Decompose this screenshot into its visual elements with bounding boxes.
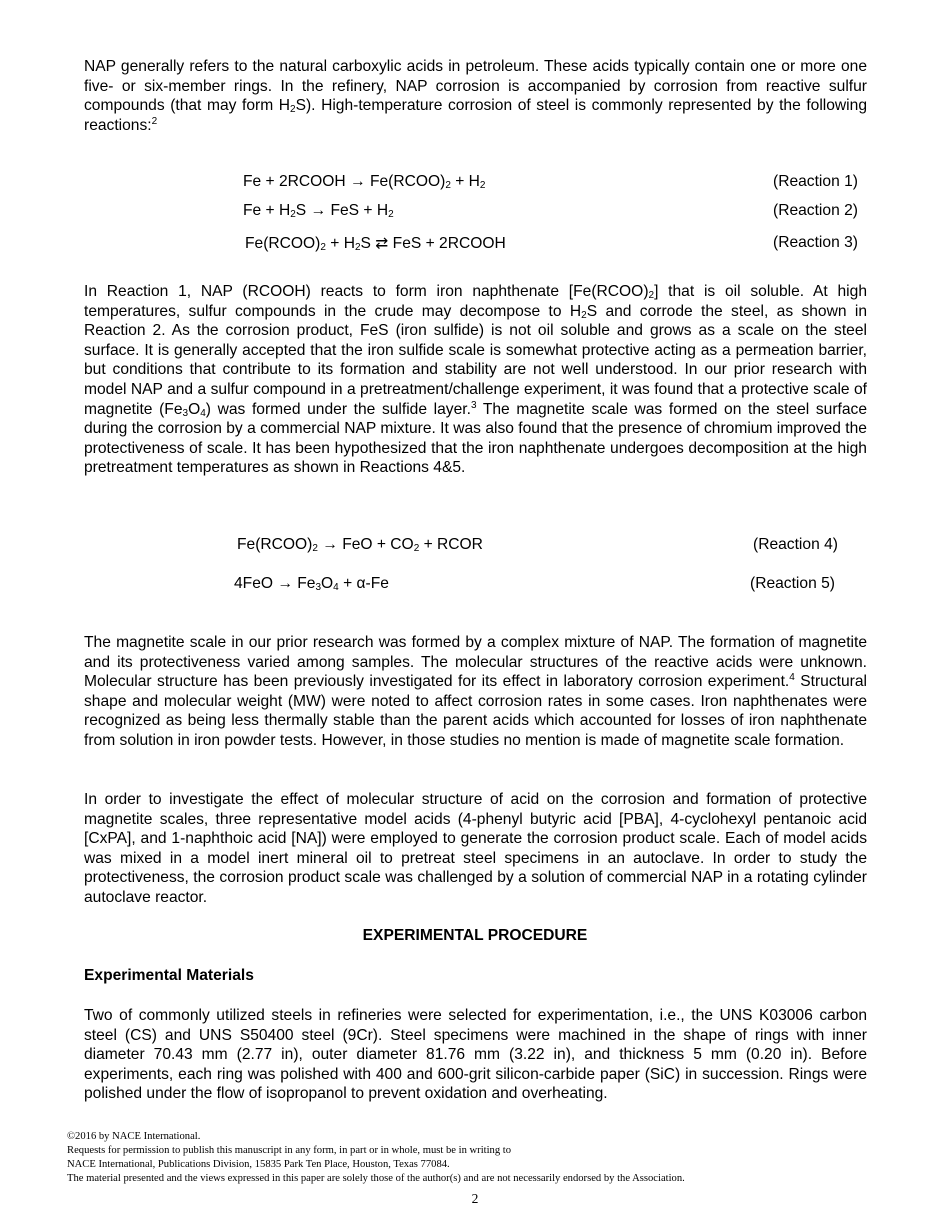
footer-copyright: ©2016 by NACE International. — [67, 1131, 201, 1142]
subsection-heading: Experimental Materials — [84, 967, 254, 984]
reaction-2-equation: $Fe + H_2S$ → FeS + $H_2$ — [243, 202, 394, 220]
reaction-5-label: (Reaction 5) — [750, 575, 835, 592]
section-heading: EXPERIMENTAL PROCEDURE — [362, 927, 588, 944]
reaction-2-label: (Reaction 2) — [773, 202, 858, 219]
paragraph-reaction-discussion: In Reaction 1, NAP (RCOOH) reacts to form iron naphthenate $[Fe(RCOO)_2]$ that is oil soluble. At high temperatures, sulfur compounds in the crude may decompose to $H_2S$ and corrode the steel, as shown in Reaction 2. As the corrosion product, FeS (iron sulfide) is not oil soluble and grows as a scale on the steel surface. It is generally accepted that the iron sulfide scale is somewhat protective acting as a permeation barrier, but conditions that contribute to its formation and stability are not well understood. In our prior research with model NAP and a sulfur compound in a pretreatment/challenge experiment, it was found that a protective scale of magnetite $(Fe_3O_4)$ was formed under the sulfide layer.$^3$ The magnetite scale was formed on the steel surface during the corrosion by a commercial NAP mixture. It was also found that the presence of chromium improved the protectiveness of scale. It has been hypothesized that the iron naphthenate undergoes decomposition at the high pretreatment temperatures as shown in Reactions 4&5. — [84, 283, 868, 477]
page-number: 2 — [471, 1191, 479, 1206]
reaction-3-label: (Reaction 3) — [773, 234, 858, 251]
footer-disclaimer: The material presented and the views expressed in this paper are solely those of the author(s) and are not necessarily endorsed by the Association. — [67, 1173, 685, 1184]
footer-permission: Requests for permission to publish this manuscript in any form, in part or in whole, must be in writing to — [67, 1145, 512, 1156]
reaction-4-label: (Reaction 4) — [753, 536, 838, 553]
reaction-4-equation: $Fe(RCOO)_2$ → FeO + $CO_2$ + RCOR — [237, 536, 483, 554]
reaction-5-equation: $4FeO \to Fe_3O_4 + \alpha-Fe$ — [234, 575, 389, 593]
paragraph-objective: In order to investigate the effect of molecular structure of acid on the corrosion and formation of protective magnetite scales, three representative model acids (4-phenyl butyric acid [PBA], 4-cyclohexyl pentanoic acid [CxPA], and 1-naphthoic acid [NA]) were employed to generate the corrosion product scale. Each of model acids was mixed in a model inert mineral oil to pretreat steel specimens in an autoclave. In order to study the protectiveness, the corrosion product scale was challenged by a solution of commercial NAP in a rotating cylinder autoclave reactor. — [84, 791, 867, 906]
reaction-1-equation: Fe + 2RCOOH → $Fe(RCOO)_2 + H_2$ — [243, 173, 486, 191]
reaction-3-equation: $Fe(RCOO)_2 + H_2S$ ⇄ FeS + 2RCOOH — [245, 235, 506, 253]
footer-address: NACE International, Publications Division, 15835 Park Ten Place, Houston, Texas 77084. — [67, 1159, 450, 1170]
paragraph-magnetite-prior-research: The magnetite scale in our prior research was formed by a complex mixture of NAP. The formation of magnetite and its protectiveness varied among samples. The molecular structures of the reactive acids were unknown. Molecular structure has been previously investigated for its effect in laboratory corrosion experiment.$^4$ Structural shape and molecular weight (MW) were noted to affect corrosion rates in some cases. Iron naphthenates were recognized as being less thermally stable than the parent acids which accounted for losses of iron naphthenate from solution in iron powder tests. However, in those studies no mention is made of magnetite scale formation. — [84, 634, 867, 749]
paragraph-materials: Two of commonly utilized steels in refineries were selected for experimentation, i.e., the UNS K03006 carbon steel (CS) and UNS S50400 steel (9Cr). Steel specimens were machined in the shape of rings with inner diameter 70.43 mm (2.77 in), outer diameter 81.76 mm (3.22 in), and thickness 5 mm (0.20 in). Before experiments, each ring was polished with 400 and 600-grit silicon-carbide paper (SiC) in succession. Rings were polished under the flow of isopropanol to prevent oxidation and overheating. — [84, 1007, 867, 1103]
paragraph-nap-intro: NAP generally refers to the natural carboxylic acids in petroleum. These acids typically contain one or more one five- or six-member rings. In the refinery, NAP corrosion is accompanied by corrosion from reactive sulfur compounds (that may form $H_2S$). High-temperature corrosion of steel is commonly represented by the following reactions:$^2$ — [84, 58, 867, 134]
reaction-1-label: (Reaction 1) — [773, 173, 858, 190]
